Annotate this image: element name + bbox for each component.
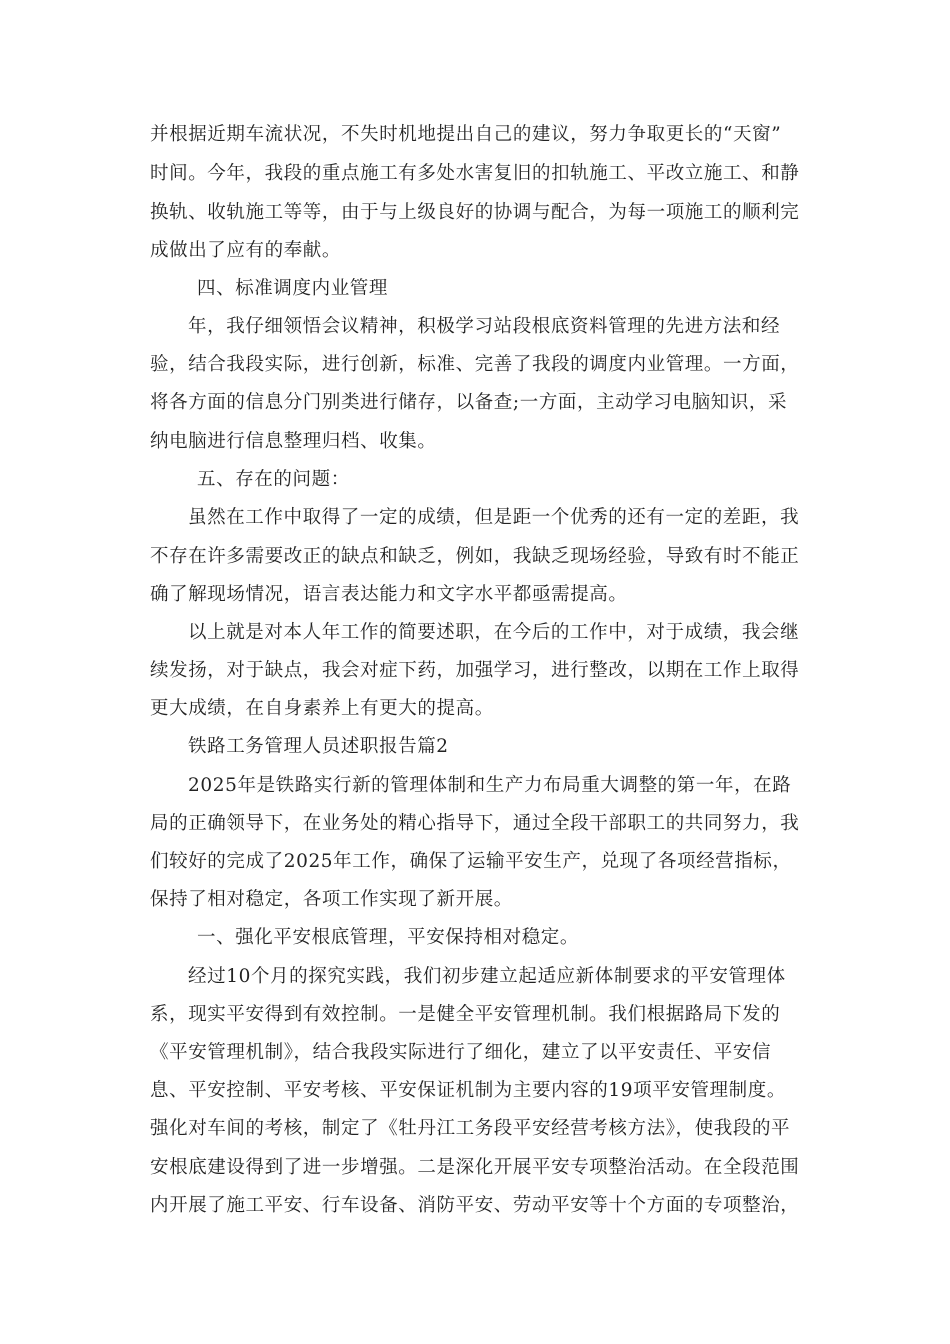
text-line: 纳电脑进行信息整理归档、收集。 — [150, 431, 437, 452]
text-line: 不存在许多需要改正的缺点和缺乏，例如，我缺乏现场经验，导致有时不能正 — [150, 546, 800, 567]
text-line: 验，结合我段实际，进行创新，标准、完善了我段的调度内业管理。一方面， — [150, 354, 800, 375]
text-line: 息、平安控制、平安考核、平安保证机制为主要内容的19项平安管理制度。 — [150, 1080, 786, 1101]
text-line: 内开展了施工平安、行车设备、消防平安、劳动平安等十个方面的专项整治， — [150, 1195, 800, 1216]
text-line: 换轨、收轨施工等等，由于与上级良好的协调与配合，为每一项施工的顺利完 — [150, 202, 800, 223]
text-line: 成做出了应有的奉献。 — [150, 240, 342, 261]
text-line: 强化对车间的考核，制定了《牡丹江工务段平安经营考核方法》，使我段的平 — [150, 1118, 791, 1139]
section-title: 铁路工务管理人员述职报告篇2 — [188, 736, 449, 757]
text-line: 以上就是对本人年工作的简要述职，在今后的工作中，对于成绩，我会继 — [188, 622, 800, 643]
text-line: 时间。今年，我段的重点施工有多处水害复旧的扣轨施工、平改立施工、和静 — [150, 163, 800, 184]
text-line: 们较好的完成了2025年工作，确保了运输平安生产，兑现了各项经营指标， — [150, 851, 792, 872]
text-line: 局的正确领导下，在业务处的精心指导下，通过全段干部职工的共同努力，我 — [150, 813, 800, 834]
text-line: 虽然在工作中取得了一定的成绩，但是距一个优秀的还有一定的差距，我 — [188, 507, 800, 528]
text-line: 2025年是铁路实行新的管理体制和生产力布局重大调整的第一年，在路 — [188, 775, 792, 796]
section-heading: 四、标准调度内业管理 — [197, 278, 389, 299]
section-heading: 五、存在的问题： — [197, 469, 350, 490]
text-line: 保持了相对稳定，各项工作实现了新开展。 — [150, 889, 513, 910]
text-line: 经过10个月的探究实践，我们初步建立起适应新体制要求的平安管理体 — [188, 966, 786, 987]
text-line: 将各方面的信息分门别类进行储存，以备查;一方面，主动学习电脑知识，采 — [150, 392, 788, 413]
text-line: 续发扬，对于缺点，我会对症下药，加强学习，进行整改，以期在工作上取得 — [150, 660, 800, 681]
text-line: 更大成绩，在自身素养上有更大的提高。 — [150, 698, 494, 719]
text-line: 安根底建设得到了进一步增强。二是深化开展平安专项整治活动。在全段范围 — [150, 1157, 800, 1178]
section-heading: 一、强化平安根底管理，平安保持相对稳定。 — [197, 927, 580, 948]
text-line: 并根据近期车流状况，不失时机地提出自己的建议，努力争取更长的“天窗” — [150, 124, 782, 145]
text-line: 系，现实平安得到有效控制。一是健全平安管理机制。我们根据路局下发的 — [150, 1004, 781, 1025]
text-line: 年，我仔细领悟会议精神，积极学习站段根底资料管理的先进方法和经 — [188, 316, 781, 337]
text-line: 《平安管理机制》，结合我段实际进行了细化，建立了以平安责任、平安信 — [150, 1042, 772, 1063]
text-line: 确了解现场情况，语言表达能力和文字水平都亟需提高。 — [150, 584, 628, 605]
